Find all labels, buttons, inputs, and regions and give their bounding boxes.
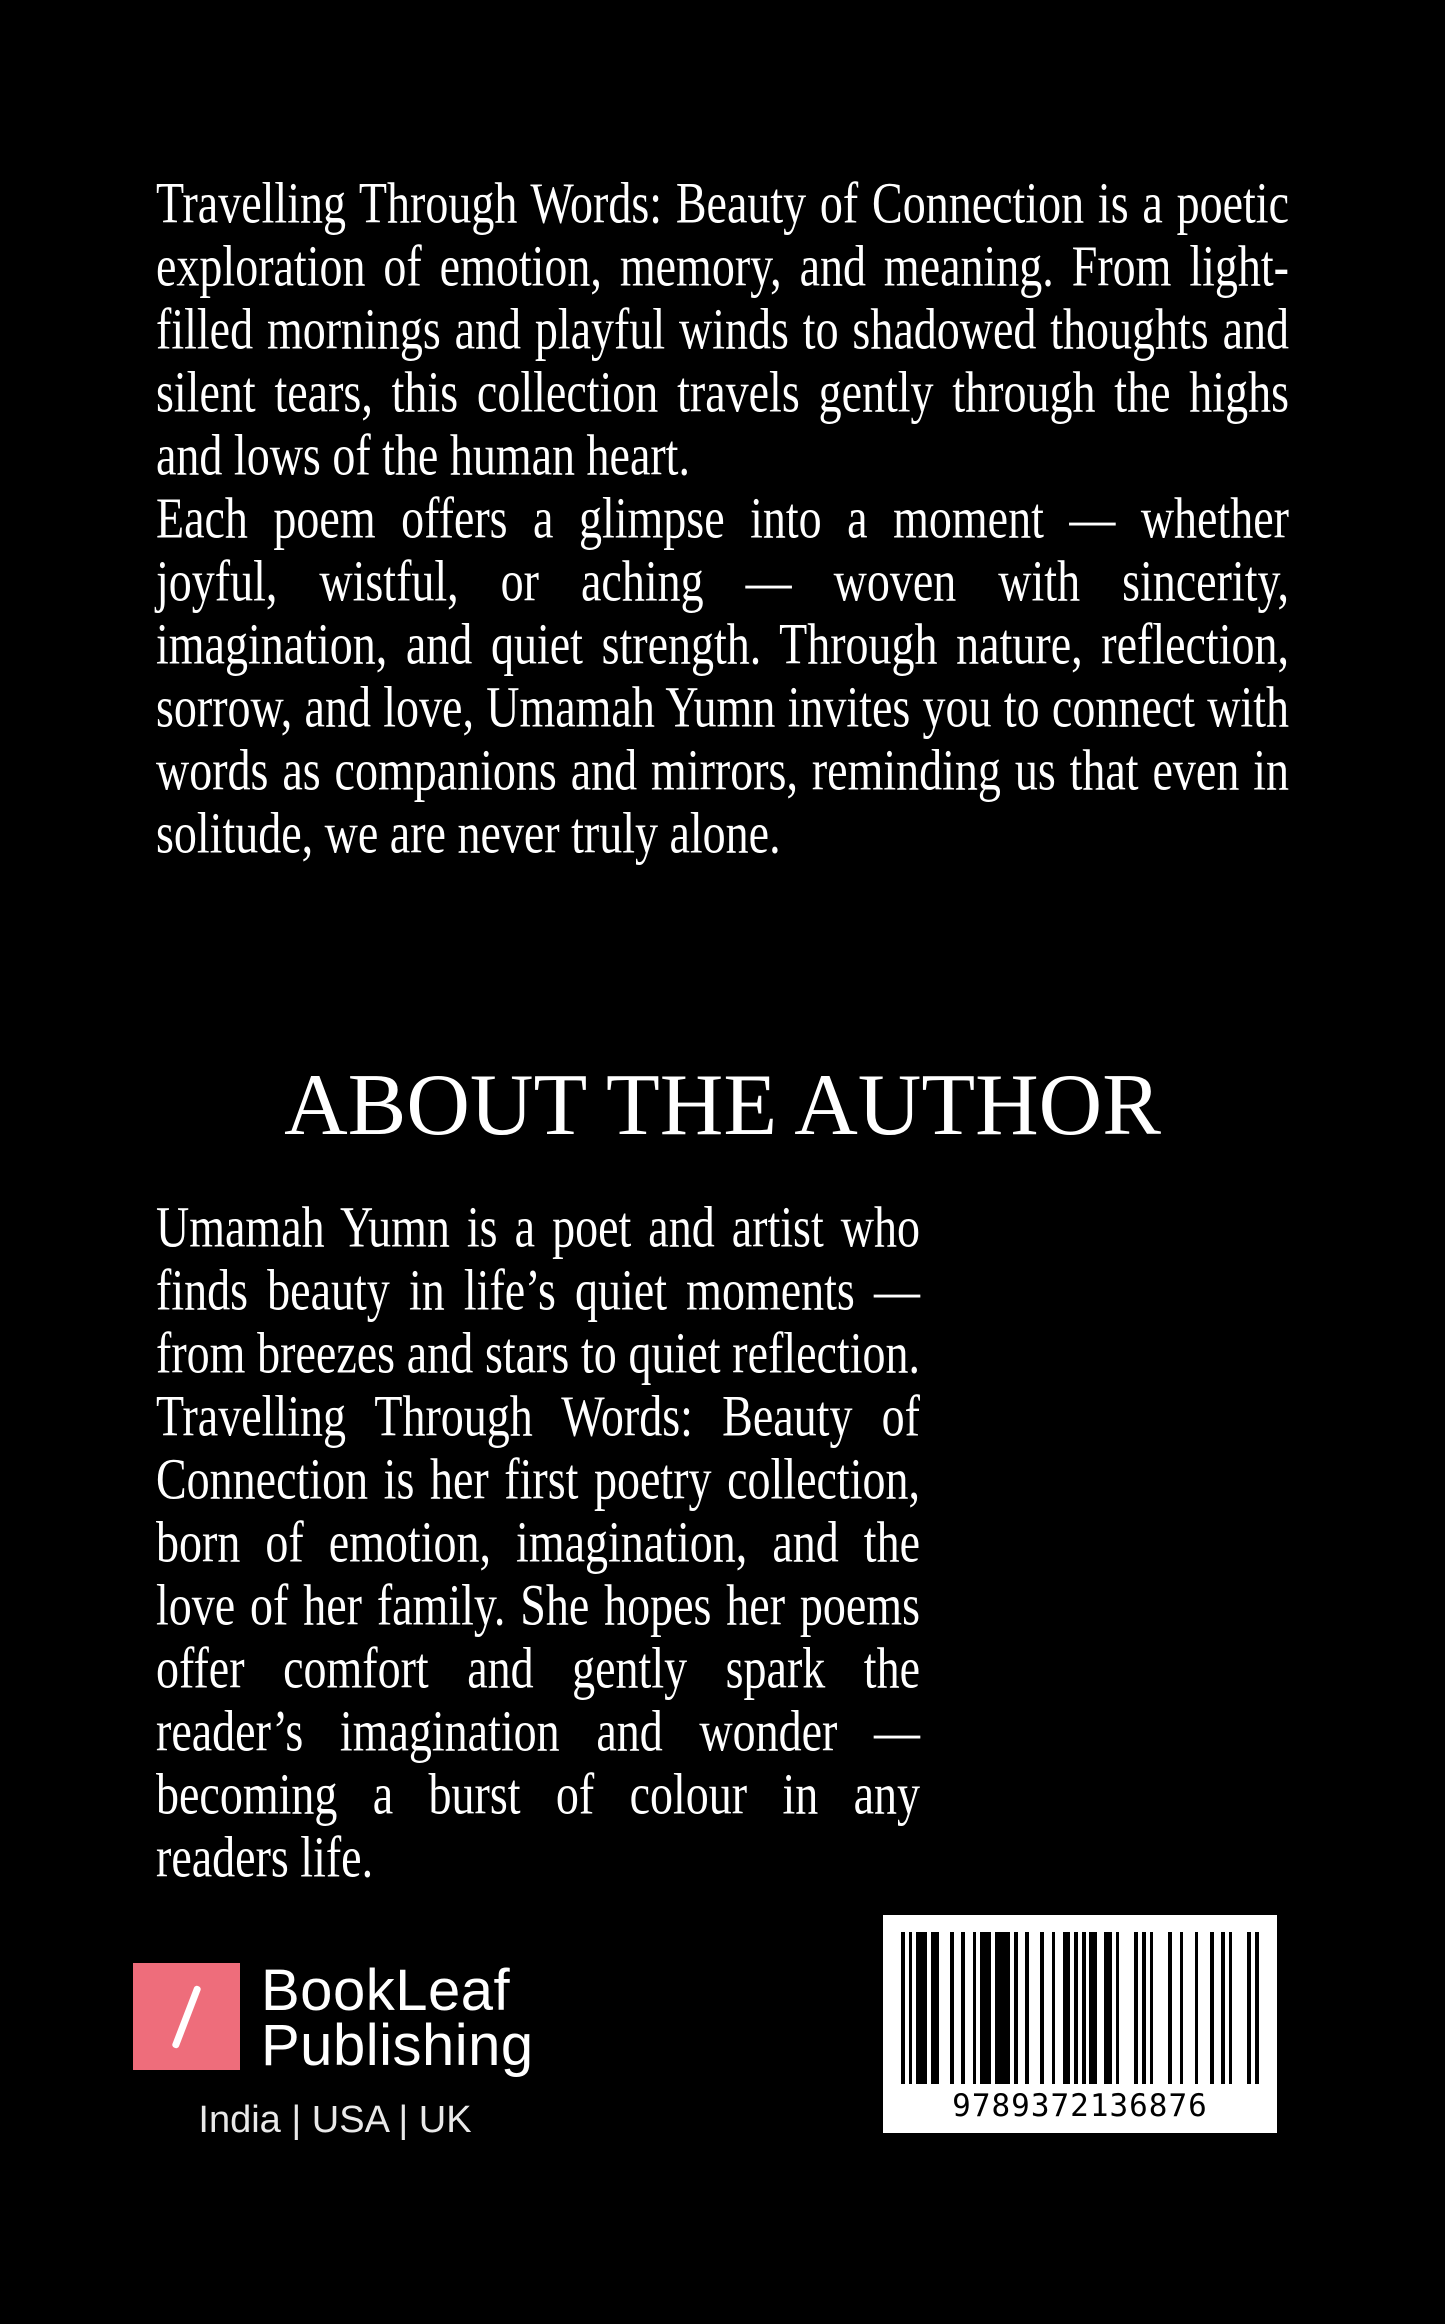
author-bio-paragraph: Umamah Yumn is a poet and artist who finds beauty in life’s quiet moments — from breezes and stars to quiet reflection. Travelling Through Words: Beauty of Connection is her first poetry collection, born of emotion, imagination, and the love of her family. She hopes her poems offer comfort and gently spark the reader’s imagination and wonder — becoming a burst of colour in any readers life. xyxy=(156,1194,920,1889)
barcode-bars xyxy=(901,1932,1259,2084)
publisher-name-line1: BookLeaf xyxy=(261,1958,511,2023)
barcode-bar-module xyxy=(1255,1932,1259,2084)
publisher-name-line2: Publishing xyxy=(261,2013,534,2078)
synopsis-paragraph-1: Travelling Through Words: Beauty of Connection is a poetic exploration of emotion, memory, and meaning. From light-filled mornings and playful winds to shadowed thoughts and silent tears, this collection travels gently through the highs and lows of the human heart. xyxy=(156,170,1289,487)
publisher-name xyxy=(261,1958,534,2078)
about-the-author-heading: ABOUT THE AUTHOR xyxy=(284,1057,1161,1154)
publisher-logo-row xyxy=(133,1958,543,2078)
barcode-number: 9789372136876 xyxy=(952,2088,1208,2124)
publisher-logo-block xyxy=(133,1958,543,2142)
synopsis-paragraph-2: Each poem offers a glimpse into a moment — whether joyful, wistful, or aching — woven with sincerity, imagination, and quiet strength. Through nature, reflection, sorrow, and love, Umamah Yumn invites you to connect with words as companions and mirrors, reminding us that even in solitude, we are never truly alone. xyxy=(156,485,1289,865)
isbn-barcode xyxy=(883,1915,1277,2133)
synopsis-section xyxy=(156,172,1289,865)
publisher-logo-mark xyxy=(133,1963,240,2070)
slash-icon xyxy=(171,1984,201,2048)
publisher-regions: India | USA | UK xyxy=(198,2099,472,2141)
